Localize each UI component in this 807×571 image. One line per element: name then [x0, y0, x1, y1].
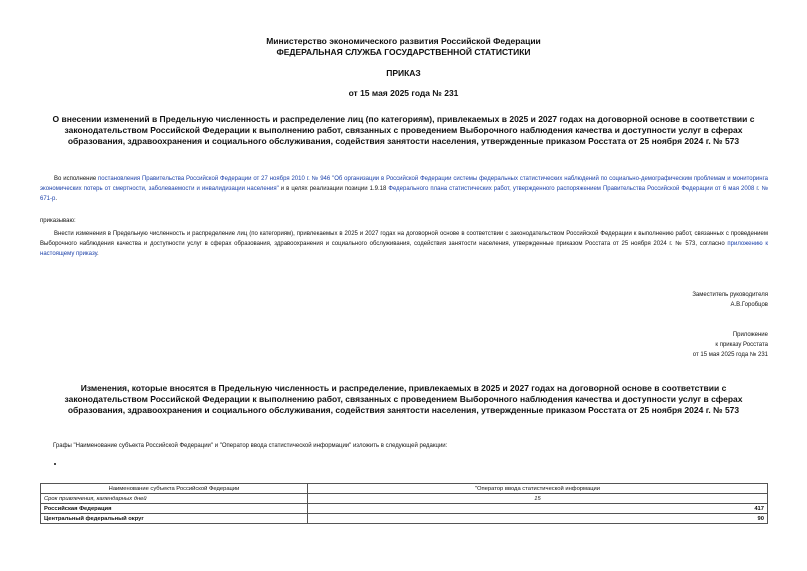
- preamble-text-3: .: [55, 196, 58, 202]
- signature-name: А.В.Горобцов: [730, 302, 768, 308]
- annex-link[interactable]: приложению к настоящему приказу: [40, 241, 768, 257]
- table-cell: Срок привлечения, календарных дней: [41, 494, 308, 504]
- order-text-2: .: [97, 251, 99, 257]
- annex-block: [693, 330, 768, 360]
- service-heading: ФЕДЕРАЛЬНАЯ СЛУЖБА ГОСУДАРСТВЕННОЙ СТАТИСТИКИ: [276, 47, 531, 57]
- preamble-text-1: Во исполнение: [54, 176, 99, 182]
- table-header-cell: Наименование субъекта Российской Федерации: [41, 484, 308, 494]
- data-table: [40, 483, 768, 524]
- table-row: [41, 514, 768, 524]
- table-row: [41, 504, 768, 514]
- order-paragraph: [40, 229, 768, 259]
- order-date: от 15 мая 2025 года № 231: [348, 88, 459, 98]
- table-row: [41, 494, 768, 504]
- stat-plan-link[interactable]: Федерального плана статистических работ, утвержденного распоряжением Правительства Российской Федерации от 6 мая 2008 г. № 671-р: [40, 186, 769, 202]
- table-header-cell: "Оператор ввода статистической информации: [308, 484, 768, 494]
- table-header-row: [41, 484, 768, 494]
- signature-position: Заместитель руководителя: [692, 292, 768, 298]
- table-cell: 90: [308, 514, 768, 524]
- annex-line-1: Приложение: [732, 332, 768, 338]
- columns-instruction: Графы "Наименование субъекта Российской Федерации" и "Оператор ввода статистической информации" изложить в следующей редакции:: [53, 443, 448, 449]
- preamble-text-2: и в целях реализации позиции 1.9.18: [278, 186, 389, 192]
- preamble-paragraph: [40, 174, 768, 204]
- signature-block: [692, 290, 768, 310]
- annex-title: Изменения, которые вносятся в Предельную численность и распределение, привлекаемых в 2025 и 2027 годах на договорной основе в соответствии с законодательством Российской Федерации к выполнению работ, связанных с проведением Выборочного наблюдения качества и доступности услуг в сферах образования, здравоохранения и социального обслуживания, содействия занятости населения, утвержденные приказом Росстата от 25 ноября 2024 г. № 573: [64, 383, 743, 415]
- table-cell: Российская Федерация: [41, 504, 308, 514]
- bullet-mark: [54, 463, 56, 465]
- order-word: приказываю:: [40, 218, 76, 224]
- table-cell: Центральный федеральный округ: [41, 514, 308, 524]
- ministry-heading: Министерство экономического развития Российской Федерации: [266, 36, 541, 46]
- order-heading: ПРИКАЗ: [386, 68, 421, 78]
- document-title: О внесении изменений в Предельную численность и распределение лиц (по категориям), привлекаемых в 2025 и 2027 годах на договорной основе в соответствии с законодательством Российской Федерации к выполнению работ, связанных с проведением Выборочного наблюдения качества и доступности услуг в сферах образования, здравоохранения и социального обслуживания, содействия занятости населения, утвержденные приказом Росстата от 25 ноября 2024 г. № 573: [52, 114, 755, 146]
- table-cell: 15: [308, 494, 768, 504]
- resolution-link[interactable]: постановления Правительства Российской Федерации от 27 ноября 2010 г. № 946 "Об организации в Российской Федерации системы федеральных статистических наблюдений по социально-демографическим проблемам и мониторинга экономических потерь от смертности, заболеваемости и инвалидизации населения": [40, 176, 768, 192]
- annex-line-3: от 15 мая 2025 года № 231: [692, 352, 768, 358]
- annex-line-2: к приказу Росстата: [715, 342, 768, 348]
- order-text-1: Внести изменения в Предельную численность и распределение лиц (по категориям), привлекаемых в 2025 и 2027 годах на договорной основе в соответствии с законодательством Российской Федерации к выполнению работ, связанных с проведением Выборочного наблюдения качества и доступности услуг в сферах образования, здравоохранения и социального обслуживания, содействия занятости населения, утвержденные приказом Росстата от 25 ноября 2024 г. № 573, согласно: [40, 231, 768, 247]
- table-cell: 417: [308, 504, 768, 514]
